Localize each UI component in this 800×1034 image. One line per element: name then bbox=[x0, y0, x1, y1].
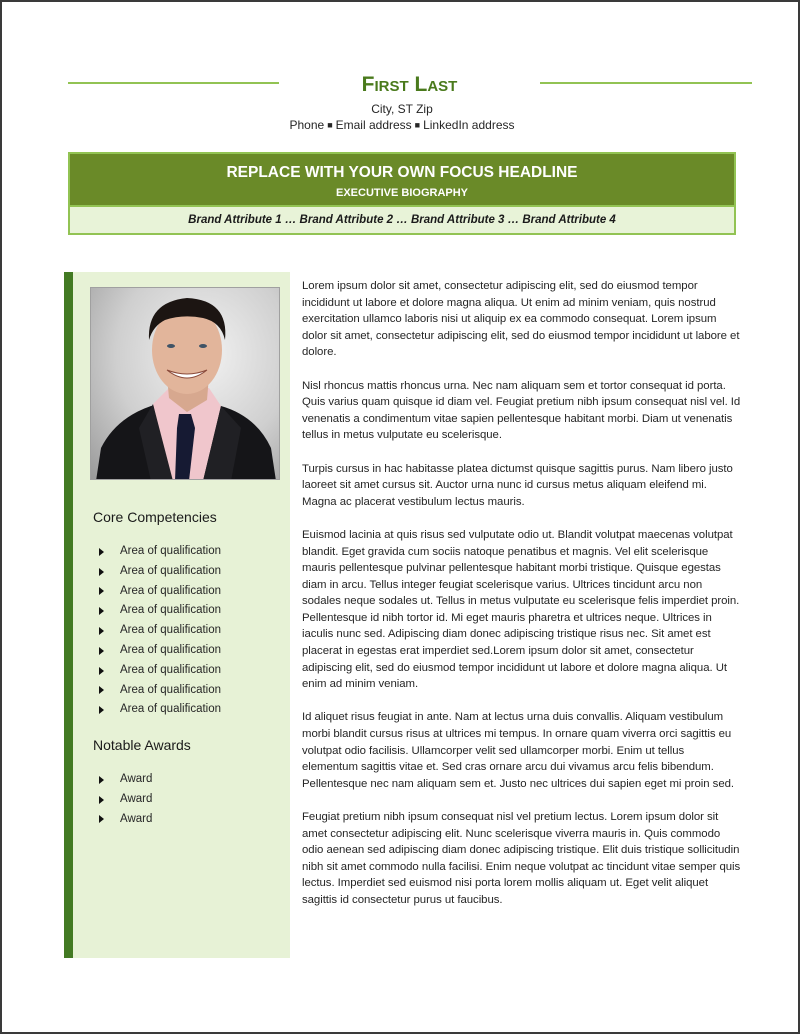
list-item bbox=[97, 790, 152, 810]
triangle-bullet-icon bbox=[99, 686, 104, 694]
award-label: Award bbox=[120, 773, 153, 785]
headline-box bbox=[68, 152, 736, 235]
core-competencies-heading: Core Competencies bbox=[93, 509, 217, 525]
list-item bbox=[97, 641, 221, 661]
contact-phone: Phone bbox=[289, 118, 325, 132]
person-portrait-icon bbox=[91, 288, 280, 480]
list-item bbox=[97, 700, 221, 720]
list-item bbox=[97, 810, 152, 830]
triangle-bullet-icon bbox=[99, 568, 104, 576]
city-line: City, ST Zip bbox=[371, 102, 433, 116]
awards-list bbox=[97, 770, 152, 829]
triangle-bullet-icon bbox=[99, 667, 104, 675]
list-item bbox=[97, 770, 152, 790]
triangle-bullet-icon bbox=[99, 776, 104, 784]
separator-icon: ■ bbox=[327, 120, 333, 130]
award-label: Award bbox=[120, 812, 153, 825]
competency-label: Area of qualification bbox=[120, 564, 222, 577]
document-subtitle: EXECUTIVE BIOGRAPHY bbox=[335, 187, 469, 199]
notable-awards-heading: Notable Awards bbox=[93, 737, 191, 753]
competency-label: Area of qualification bbox=[120, 584, 222, 597]
triangle-bullet-icon bbox=[99, 706, 104, 714]
contact-linkedin: LinkedIn address bbox=[423, 118, 515, 132]
bio-paragraph: Feugiat pretium nibh ipsum consequat nisl vel pretium lectus. Lorem ipsum dolor sit amet consectetur adipiscing elit. Nunc scelerisque viverra mauris in. Quis commodo odio aenean sed adipiscing diam donec adipiscing tristique. Elit duis tristique sollicitudin nibh sit amet commodo nulla facilisi. Enim neque volutpat ac tincidunt vitae semper quis lectus. Imperdiet sed euismod nisi porta lorem mollis aliquam ut. Eget velit aliquet sagittis id consectetur purus ut faucibus. bbox=[302, 811, 741, 906]
competency-label: Area of qualification bbox=[120, 663, 222, 676]
list-item bbox=[97, 601, 221, 621]
contact-email: Email address bbox=[335, 118, 412, 132]
biography-body bbox=[302, 278, 742, 925]
header-rule-left bbox=[68, 82, 279, 84]
candidate-name: First Last bbox=[361, 73, 458, 96]
triangle-bullet-icon bbox=[99, 796, 104, 804]
contact-line bbox=[2, 117, 800, 133]
triangle-bullet-icon bbox=[99, 587, 104, 595]
list-item bbox=[97, 582, 221, 602]
bio-paragraph: Turpis cursus in hac habitasse platea dictumst quisque sagittis purus. Nam libero justo laoreet sit amet cursus sit. Auctor urna nunc id cursus metus aliquam eleifend mi. Magna ac placerat vestibulum lectus mauris. bbox=[302, 462, 733, 508]
competency-label: Area of qualification bbox=[120, 545, 222, 557]
list-item bbox=[97, 621, 221, 641]
triangle-bullet-icon bbox=[99, 607, 104, 615]
list-item bbox=[97, 681, 221, 701]
headshot-photo bbox=[90, 287, 280, 480]
bio-paragraph: Id aliquet risus feugiat in ante. Nam at lectus urna duis convallis. Aliquam vestibulum morbi blandit cursus risus at ultrices mi tempus. In ornare quam viverra orci sagittis eu volutpat odio facilisis. Ullamcorper velit sed ullamcorper morbi. Enim ut tellus elementum sagittis vitae et. Sed cras ornare arcu dui vivamus arcu felis bibendum. Pellentesque nec nam aliquam sem et. Justo nec ultrices dui sapien eget mi proin sed. bbox=[302, 711, 734, 790]
competencies-list bbox=[97, 542, 221, 720]
headline-band bbox=[70, 154, 734, 207]
award-label: Award bbox=[120, 792, 153, 805]
competency-label: Area of qualification bbox=[120, 624, 222, 637]
list-item bbox=[97, 661, 221, 681]
header-rule-right bbox=[540, 82, 752, 84]
triangle-bullet-icon bbox=[99, 627, 104, 635]
competency-label: Area of qualification bbox=[120, 703, 222, 716]
brand-attributes: Brand Attribute 1 … Brand Attribute 2 … Brand Attribute 3 … Brand Attribute 4 bbox=[188, 214, 616, 226]
competency-label: Area of qualification bbox=[120, 643, 222, 656]
focus-headline: REPLACE WITH YOUR OWN FOCUS HEADLINE bbox=[226, 164, 578, 181]
separator-icon: ■ bbox=[414, 120, 421, 130]
competency-label: Area of qualification bbox=[120, 683, 222, 696]
bio-paragraph: Lorem ipsum dolor sit amet, consectetur adipiscing elit, sed do eiusmod tempor incididunt ut labore et dolore magna aliqua. Ut enim ad minim veniam, quis nostrud exercitation ullamco laboris nisi ut aliquip ex ea commodo consequat. Lorem ipsum dolor sit amet, consectetur adipiscing elit, sed do eiusmod tempor incididunt ut labore et dolore. bbox=[302, 280, 740, 359]
list-item bbox=[97, 562, 221, 582]
bio-paragraph: Nisl rhoncus mattis rhoncus urna. Nec nam aliquam sem et tortor consequat id porta. Quis varius quam quisque id diam vel. Feugiat pretium nibh ipsum consequat nisl vel. Id venenatis a condimentum vitae sapien pellentesque habitant morbi. Diam ut venenatis tellus in metus vulputate eu scelerisque. bbox=[302, 379, 741, 442]
sidebar bbox=[64, 272, 290, 958]
bio-paragraph: Euismod lacinia at quis risus sed vulputate odio ut. Blandit volutpat maecenas volutpat blandit. Eget gravida cum sociis natoque penatibus et magnis. Vel elit scelerisque mauris pellentesque pulvinar pellentesque habitant morbi tristique. Quisque egestas diam in arcu. Tellus integer feugiat scelerisque varius. Ultrices tincidunt arcu non sodales neque sodales ut. Tellus in metus vulputate eu scelerisque felis imperdiet proin. Pellentesque id nibh tortor id. Mi eget mauris pharetra et ultrices neque. Ultrices in iaculis nunc sed. Adipiscing diam donec adipiscing tristique risus nec. Sit amet est placerat in egestas erat imperdiet sed.Lorem ipsum dolor sit amet, consectetur adipiscing elit, sed do eiusmod tempor incididunt ut labore et dolore magna aliqua. Ut enim ad minim veniam. bbox=[302, 528, 740, 691]
triangle-bullet-icon bbox=[99, 548, 104, 556]
competency-label: Area of qualification bbox=[120, 604, 222, 617]
list-item bbox=[97, 542, 221, 562]
triangle-bullet-icon bbox=[99, 647, 104, 655]
triangle-bullet-icon bbox=[99, 815, 104, 823]
